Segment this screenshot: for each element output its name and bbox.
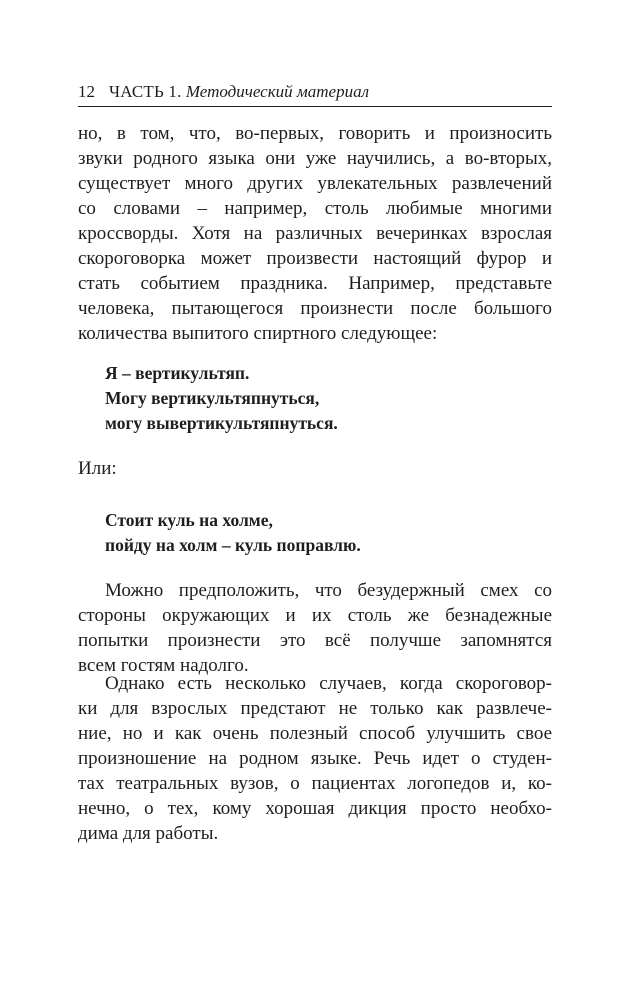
verse-line: могу вывертикультяпнуться. [105,413,338,433]
tongue-twister-1 [105,361,525,436]
part-label: ЧАСТЬ 1. [109,82,182,101]
connector-text: Или: [78,458,117,479]
text-line: Можно предположить, что безудержный смех со [105,580,552,601]
header-rule [78,106,552,107]
text-line: существует много других увлекательных развлечений [78,173,552,194]
page-number: 12 [78,82,95,101]
text-line: Однако есть несколько случаев, когда скороговор- [105,673,552,694]
verse-line: пойду на холм – куль поправлю. [105,535,361,555]
text-line: всем гостям надолго. [78,655,249,676]
text-line: скороговорка может произвести настоящий фурор и [78,248,552,269]
text-line: стороны окружающих и их столь же безнадежные [78,605,552,626]
text-line: произношение на родном языке. Речь идет о студен- [78,748,552,769]
text-line: но, в том, что, во-первых, говорить и произносить [78,123,552,144]
text-line: количества выпитого спиртного следующее: [78,323,438,344]
paragraph-use-cases [78,671,552,846]
text-line: тах театральных вузов, о пациентах логопедов и, ко- [78,773,552,794]
text-line: со словами – например, столь любимые многими [78,198,552,219]
text-line: ки для взрослых предстают не только как развлече- [78,698,552,719]
text-line: звуки родного языка они уже научились, а во-вторых, [78,148,552,169]
running-head [78,81,552,103]
text-line: дима для работы. [78,823,219,844]
chapter-title: Методический материал [185,82,369,101]
paragraph-continuation [78,121,552,346]
text-line: ние, но и как очень полезный способ улучшить свое [78,723,552,744]
text-line: кроссворды. Хотя на различных вечеринках взрослая [78,223,552,244]
verse-line: Стоит куль на холме, [105,510,273,530]
tongue-twister-2 [105,508,525,558]
text-line: человека, пытающегося произнести после большого [78,298,552,319]
text-line: попытки произнести это всё получше запомнятся [78,630,552,651]
text-line: стать событием праздника. Например, представьте [78,273,552,294]
paragraph-laughter [78,578,552,678]
verse-line: Я – вертикультяп. [105,363,250,383]
verse-line: Могу вертикультяпнуться, [105,388,320,408]
text-line: нечно, о тех, кому хорошая дикция просто необхо- [78,798,552,819]
